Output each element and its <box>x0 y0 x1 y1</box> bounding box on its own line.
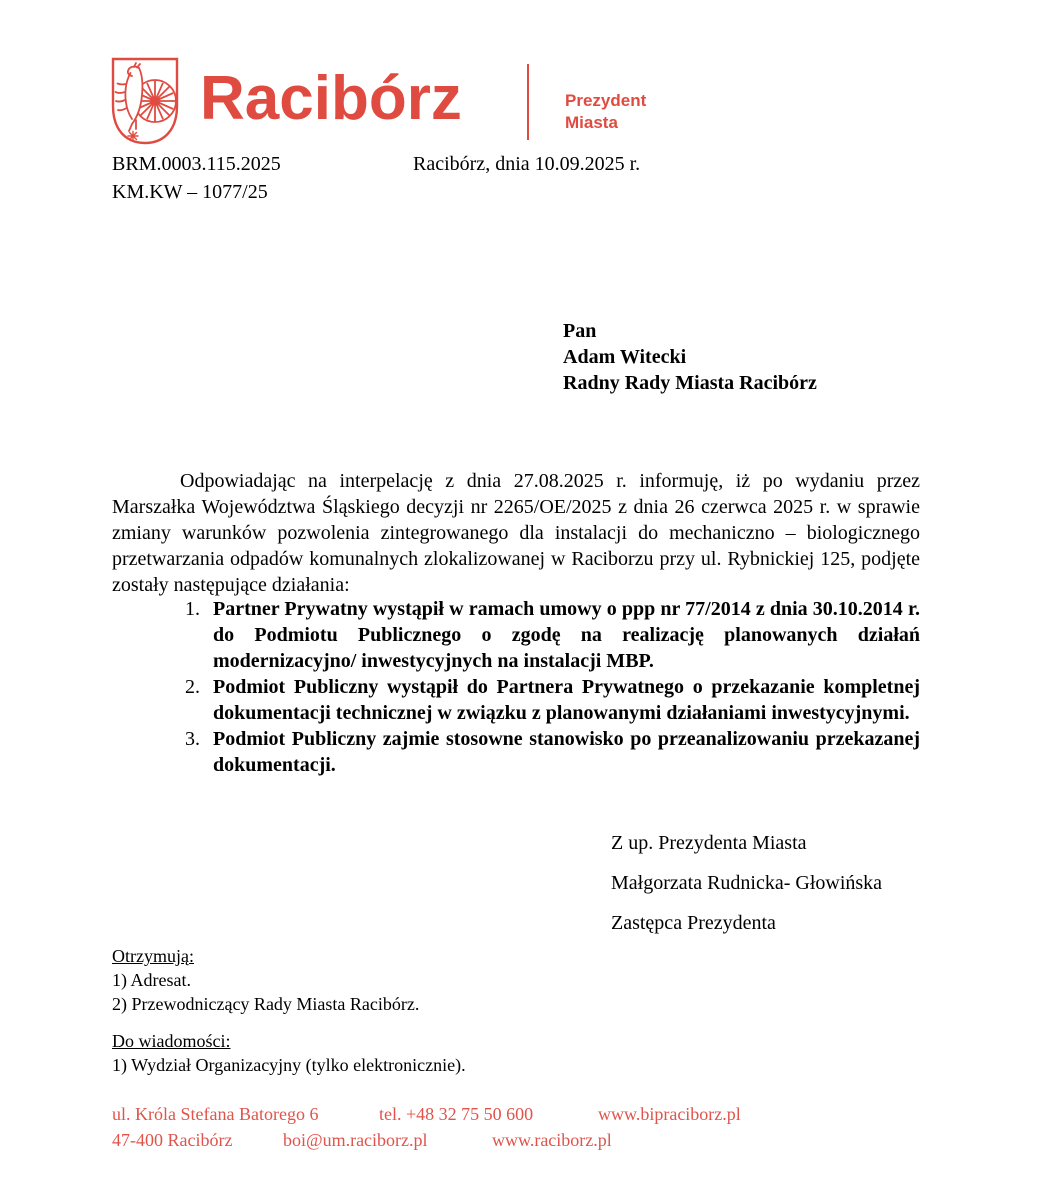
list-item <box>185 726 920 778</box>
footer-email: boi@um.raciborz.pl <box>283 1130 428 1150</box>
signature-block <box>611 830 882 950</box>
office-unit-line2: Miasta <box>565 113 618 132</box>
list-item-number: 2. <box>185 676 200 698</box>
office-unit-line1: Prezydent <box>565 91 647 110</box>
cc-item: 1) Wydział Organizacyjny (tylko elektronicznie). <box>112 1055 466 1075</box>
letterhead <box>110 56 647 146</box>
body-paragraph: Odpowiadając na interpelację z dnia 27.08.2025 r. informuję, iż po wydaniu przez Marszałka Województwa Śląskiego decyzji nr 2265/OE/2025 z dnia 26 czerwca 2025 r. w sprawie zmiany warunków pozwolenia zintegrowanego dla instalacji do mechaniczno – biologicznego przetwarzania odpadów komunalnych zlokalizowanej w Raciborzu przy ul. Rybnickiej 125, podjęte zostały następujące działania: <box>112 470 920 596</box>
received-item: 2) Przewodniczący Rady Miasta Racibórz. <box>112 994 420 1014</box>
recipient-block <box>563 318 817 396</box>
footer-phone: tel. +48 32 75 50 600 <box>379 1104 534 1124</box>
list-item-number: 3. <box>185 728 200 750</box>
recipient-title: Radny Rady Miasta Racibórz <box>563 372 817 394</box>
recipient-salutation: Pan <box>563 320 597 342</box>
footer-city: 47-400 Racibórz <box>112 1130 233 1150</box>
signature-title: Zastępca Prezydenta <box>611 912 776 934</box>
reference-number-2: KM.KW – 1077/25 <box>112 181 268 203</box>
footer-bip-url: www.bipraciborz.pl <box>598 1104 741 1124</box>
list-item-number: 1. <box>185 598 200 620</box>
logo-divider <box>527 64 529 140</box>
coat-of-arms-icon <box>110 56 180 146</box>
footer-city-url: www.raciborz.pl <box>492 1130 612 1150</box>
list-item-text: Partner Prywatny wystąpił w ramach umowy o ppp nr 77/2014 z dnia 30.10.2014 r. do Podmiotu Publicznego o zgodę na realizację planowanych działań modernizacyjno/ inwestycyjnych na instalacji MBP. <box>213 598 920 672</box>
cc-section <box>112 1029 466 1077</box>
list-item <box>185 596 920 674</box>
received-heading: Otrzymują: <box>112 946 194 966</box>
list-item-text: Podmiot Publiczny wystąpił do Partnera Prywatnego o przekazanie kompletnej dokumentacji technicznej w związku z planowanymi działaniami inwestycyjnymi. <box>213 676 920 724</box>
received-item: 1) Adresat. <box>112 970 191 990</box>
office-unit-label <box>565 90 646 134</box>
recipient-name: Adam Witecki <box>563 346 687 368</box>
footer-street: ul. Króla Stefana Batorego 6 <box>112 1104 319 1124</box>
signature-authority: Z up. Prezydenta Miasta <box>611 832 807 854</box>
list-item <box>185 674 920 726</box>
actions-list <box>185 596 920 778</box>
city-wordmark: Racibórz <box>200 64 462 133</box>
list-item-text: Podmiot Publiczny zajmie stosowne stanowisko po przeanalizowaniu przekazanej dokumentacji. <box>213 728 920 776</box>
reference-block <box>112 150 922 206</box>
received-section <box>112 944 419 1016</box>
letter-date: Racibórz, dnia 10.09.2025 r. <box>413 153 641 175</box>
reference-number-1: BRM.0003.115.2025 <box>112 153 281 175</box>
signature-name: Małgorzata Rudnicka- Głowińska <box>611 872 883 894</box>
cc-heading: Do wiadomości: <box>112 1031 231 1051</box>
